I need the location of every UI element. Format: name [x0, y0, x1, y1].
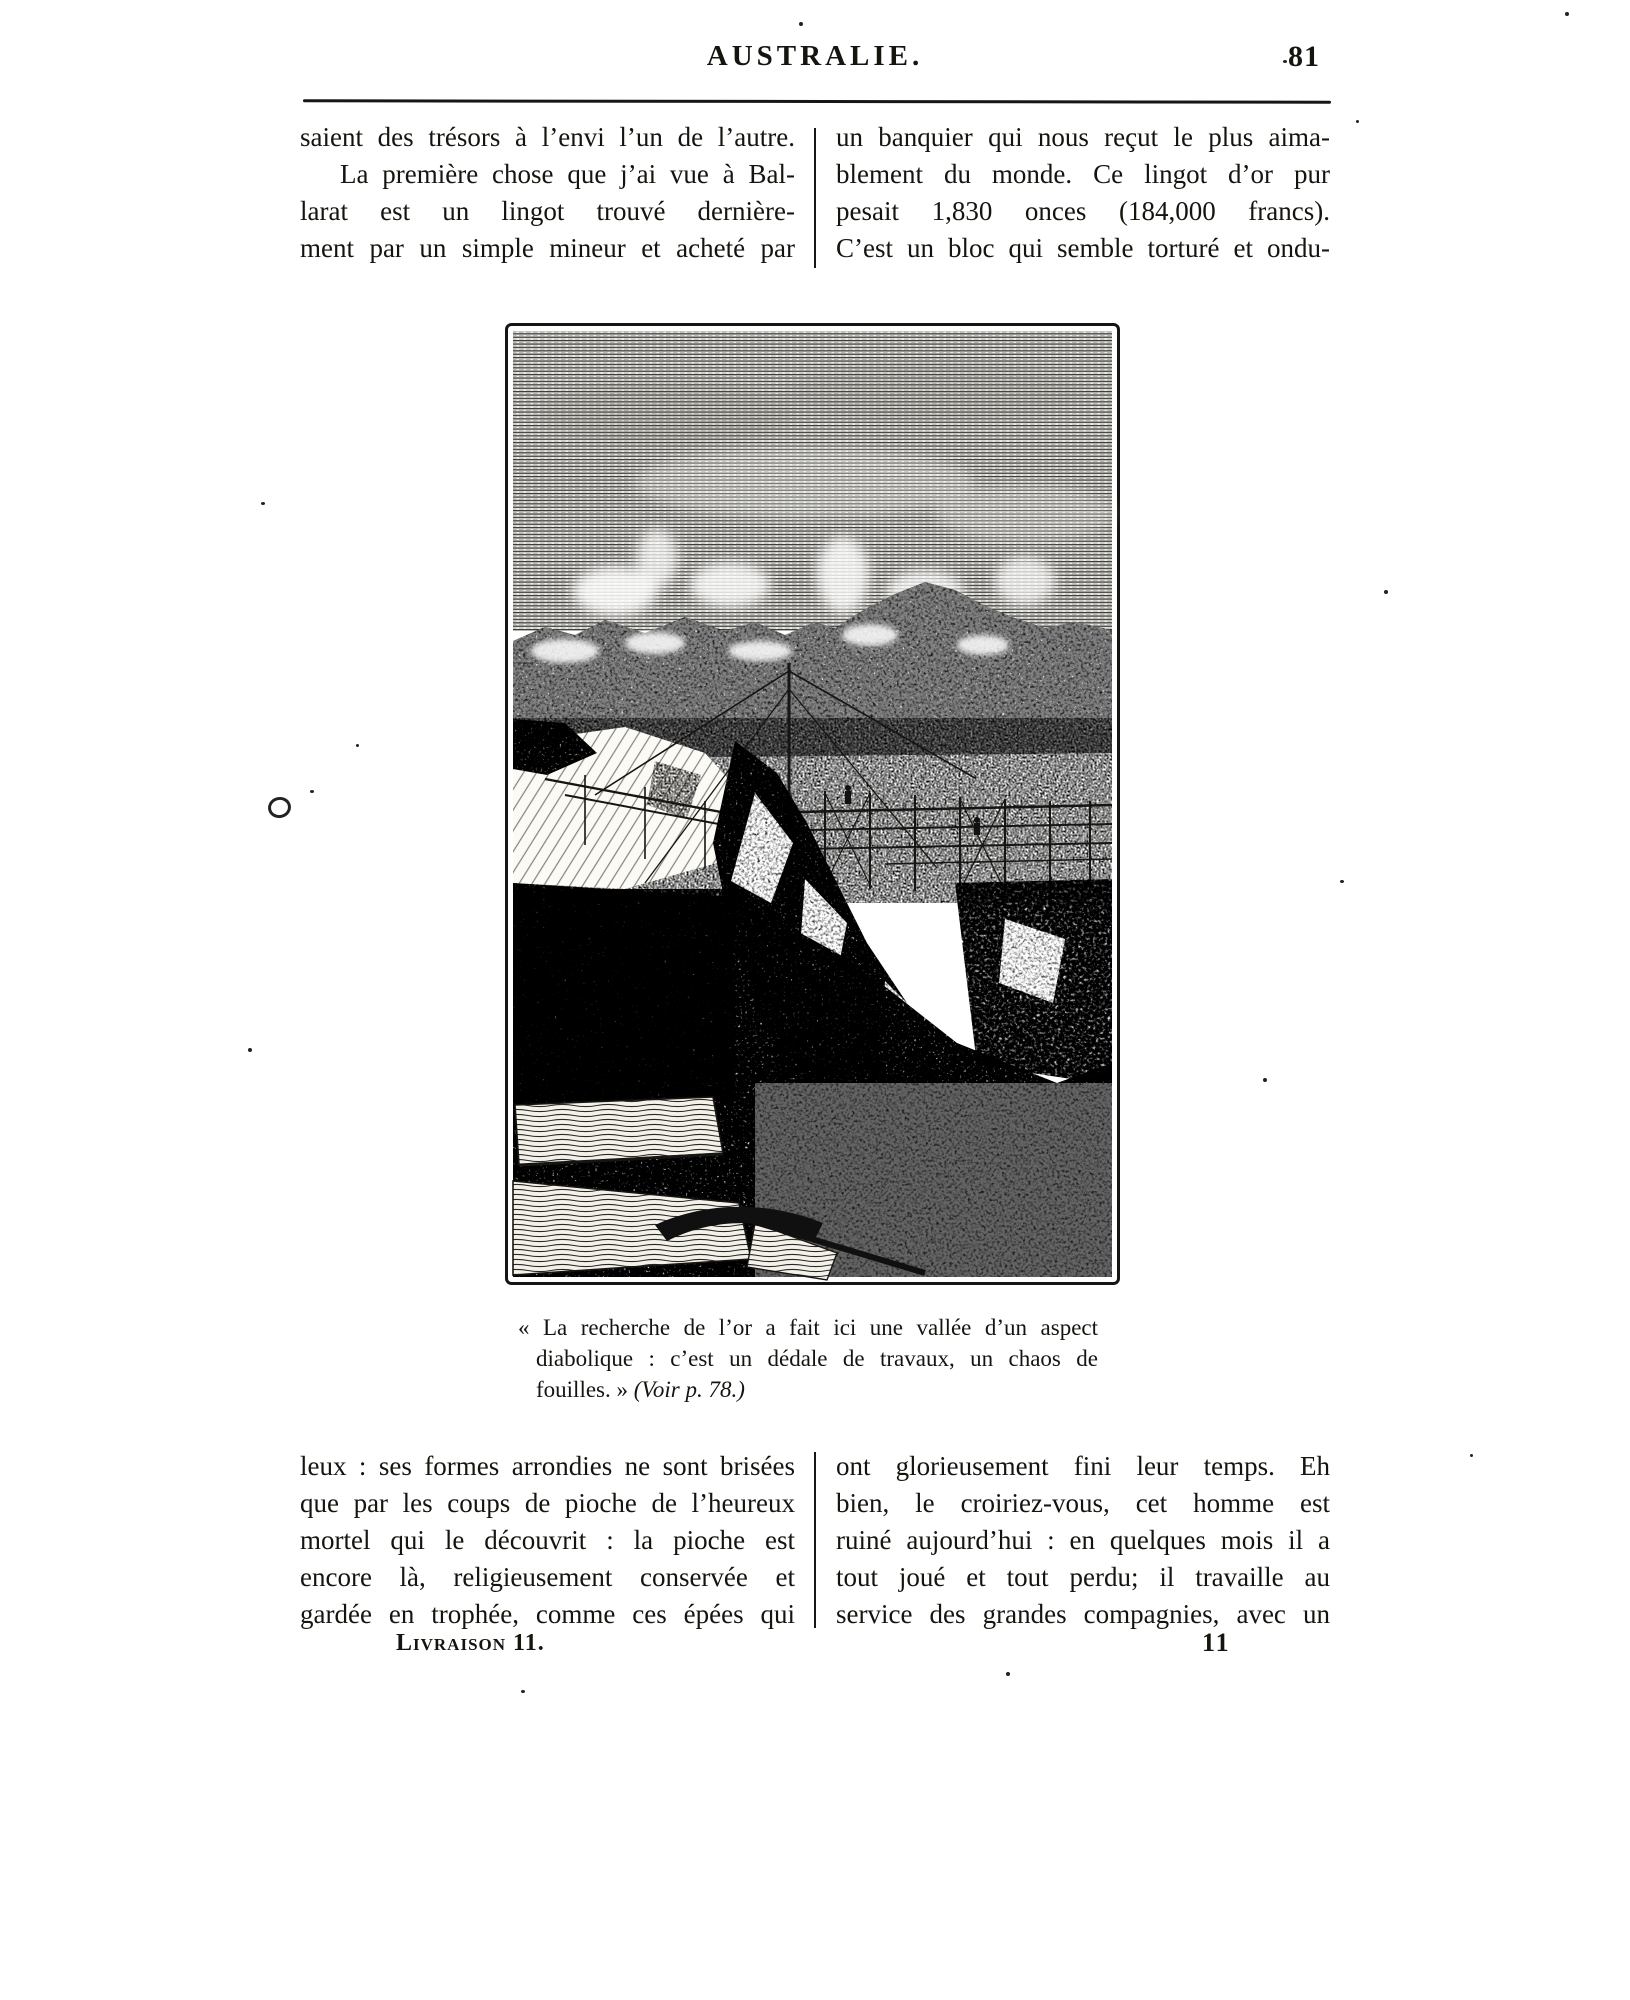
- bottom-right-column: [836, 1448, 1330, 1633]
- figure-caption: [518, 1312, 1098, 1405]
- text-line: C’est un bloc qui semble torturé et ondu-: [836, 233, 1330, 263]
- text-line: ment par un simple mineur et acheté par: [300, 233, 795, 263]
- paper-speck: [1006, 1672, 1010, 1676]
- bottom-left-column: [300, 1448, 795, 1633]
- top-right-column: [836, 119, 1330, 267]
- text-line: larat est un lingot trouvé dernière-: [300, 196, 795, 226]
- top-left-column: [300, 119, 795, 267]
- column-divider: [814, 1452, 816, 1628]
- header-rule: [303, 99, 1331, 103]
- paper-speck: [1356, 120, 1359, 123]
- caption-line: « La recherche de l’or a fait ici une vallée d’un aspect: [518, 1315, 1098, 1340]
- caption-line: [518, 1374, 1098, 1405]
- caption-line: diabolique : c’est un dédale de travaux, un chaos de: [536, 1346, 1098, 1371]
- paper-speck: [799, 22, 803, 26]
- paper-speck: [261, 502, 265, 505]
- text-line: mortel qui le découvrit : la pioche est: [300, 1525, 795, 1555]
- text-line: tout joué et tout perdu; il travaille au: [836, 1562, 1330, 1592]
- page-number: 81: [1288, 40, 1320, 73]
- paper-ring-mark: [266, 795, 293, 820]
- text-line: service des grandes compagnies, avec un: [836, 1599, 1330, 1629]
- text-line: encore là, religieusement conservée et: [300, 1562, 795, 1592]
- paper-speck: [310, 790, 314, 793]
- text-line: ruiné aujourd’hui : en quelques mois il a: [836, 1525, 1330, 1555]
- caption-text: fouilles. »: [536, 1377, 628, 1402]
- text-line: blement du monde. Ce lingot d’or pur: [836, 159, 1330, 189]
- paper-speck: [248, 1048, 252, 1052]
- text-line: saient des trésors à l’envi l’un de l’autre.: [300, 122, 795, 152]
- text-line: bien, le croiriez-vous, cet homme est: [836, 1488, 1330, 1518]
- paper-speck: [1384, 590, 1388, 594]
- paper-speck: [356, 744, 359, 747]
- sheet-signature-number: 11: [1202, 1628, 1231, 1657]
- text-line: que par les coups de pioche de l’heureux: [300, 1488, 795, 1518]
- column-divider: [814, 128, 816, 268]
- paper-speck: [521, 1690, 525, 1693]
- caption-page-reference: (Voir p. 78.): [633, 1377, 745, 1402]
- text-line: un banquier qui nous reçut le plus aima-: [836, 122, 1330, 152]
- page-title: AUSTRALIE.: [706, 40, 924, 72]
- engraving-gold-diggings: [505, 323, 1120, 1285]
- text-line: gardée en trophée, comme ces épées qui: [300, 1599, 795, 1629]
- paper-speck: [1470, 1454, 1473, 1457]
- paper-speck: [1263, 1078, 1267, 1082]
- text-line: ont glorieusement fini leur temps. Eh: [836, 1451, 1330, 1481]
- livraison-signature: Livraison 11.: [396, 1630, 545, 1656]
- paper-speck: [1340, 880, 1344, 883]
- text-line: pesait 1,830 onces (184,000 francs).: [836, 196, 1330, 226]
- text-line: leux : ses formes arrondies ne sont brisées: [300, 1451, 795, 1481]
- paper-speck: [1565, 12, 1569, 16]
- text-line: La première chose que j’ai vue à Bal-: [340, 159, 795, 189]
- paper-speck: [1283, 60, 1287, 63]
